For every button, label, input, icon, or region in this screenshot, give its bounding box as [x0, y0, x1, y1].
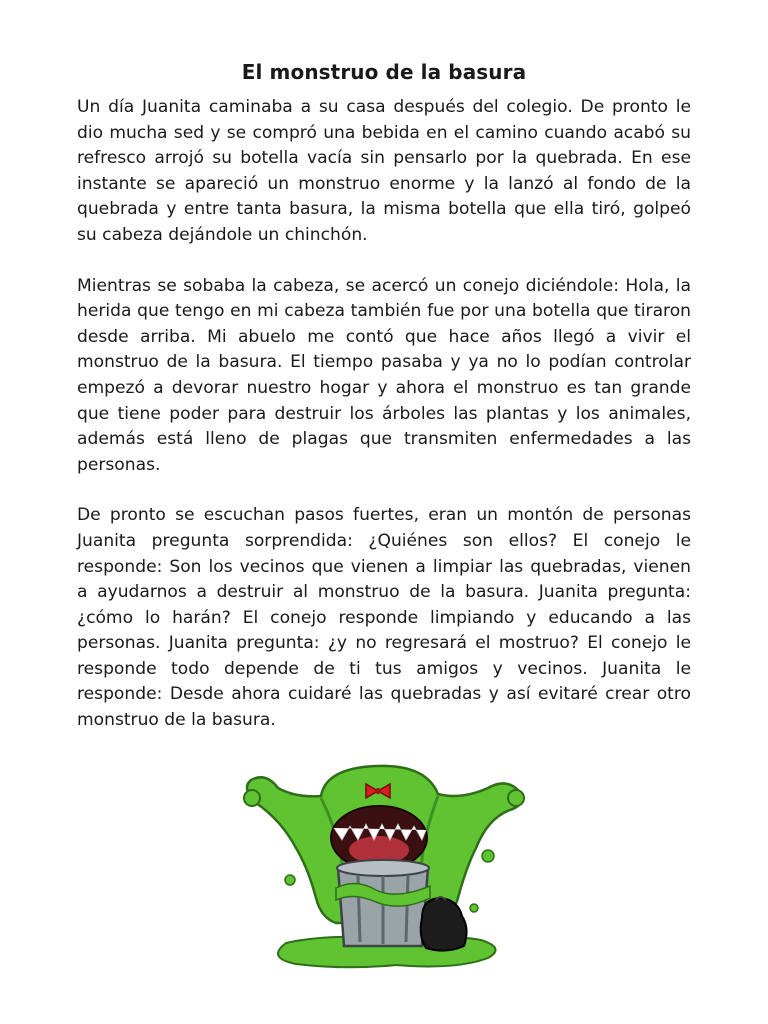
- garbage-monster-svg: [226, 758, 542, 970]
- garbage-monster-illustration: [226, 758, 542, 970]
- slime-drop-1: [482, 850, 494, 862]
- story-body: [77, 95, 691, 759]
- bow-knot: [375, 788, 381, 794]
- slime-drop-2: [285, 875, 295, 885]
- story-paragraph-1: Un día Juanita caminaba a su casa después del colegio. De pronto le dio mucha sed y se compró una bebida en el camino cuando acabó su refresco arrojó su botella vacía sin pensarlo por la quebrada. En ese instante se apareció un monstruo enorme y la lanzó al fondo de la quebrada y entre tanta basura, la misma botella que ella tiró, golpeó su cabeza dejándole un chinchón.: [77, 97, 691, 245]
- document-title: El monstruo de la basura: [241, 60, 527, 84]
- story-paragraph-3: De pronto se escuchan pasos fuertes, eran un montón de personas Juanita pregunta sorprendida: ¿Quiénes son ellos? El conejo le responde: Son los vecinos que vienen a limpiar las quebradas, vienen a ayudarnos a destruir al monstruo de la basura. Juanita pregunta: ¿cómo lo harán? El conejo responde limpiando y educando a las personas. Juanita pregunta: ¿y no regresará el mostruo? El conejo le responde todo depende de ti tus amigos y vecinos. Juanita le responde: Desde ahora cuidaré las quebradas y así evitaré crear otro monstruo de la basura.: [77, 505, 691, 731]
- monster-right-hand: [508, 790, 524, 806]
- slime-drop-3: [470, 904, 478, 912]
- garbage-bag: [421, 898, 467, 951]
- story-paragraph-2: Mientras se sobaba la cabeza, se acercó un conejo diciéndole: Hola, la herida que tengo en mi cabeza también fue por una botella que tiraron desde arriba. Mi abuelo me contó que hace años llegó a vivir el monstruo de la basura. El tiempo pasaba y ya no lo podían controlar empezó a devorar nuestro hogar y ahora el monstruo es tan grande que tiene poder para destruir los árboles las plantas y los animales, además está lleno de plagas que transmiten enfermedades a las personas.: [77, 275, 691, 475]
- monster-left-hand: [244, 790, 260, 806]
- can-ridge-3: [406, 876, 408, 942]
- trash-can-rim: [337, 860, 429, 876]
